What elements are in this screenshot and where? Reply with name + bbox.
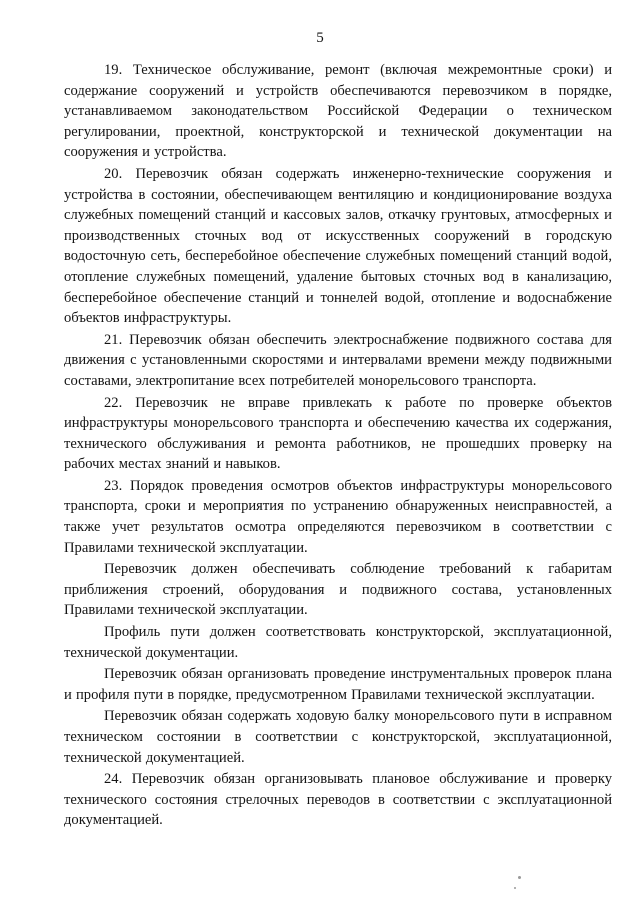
page-number: 5 <box>316 30 324 46</box>
paragraph-22: 22. Перевозчик не вправе привлекать к работе по проверке объектов инфраструктуры монорельсового транспорта и обеспечению качества их содержания, технического обслуживания и ремонта работников, не прошедших проверку на рабочих местах знаний и навыков. <box>64 394 612 473</box>
paragraph-clearance-requirements: Перевозчик должен обеспечивать соблюдение требований к габаритам приближения строений, оборудования и подвижного состава, установленных Правилами технической эксплуатации. <box>64 561 612 619</box>
document-body <box>64 60 612 832</box>
paragraph-track-profile: Профиль пути должен соответствовать конструкторской, эксплуатационной, технической документации. <box>64 624 612 661</box>
paragraph-23: 23. Порядок проведения осмотров объектов инфраструктуры монорельсового транспорта, сроки и мероприятия по устранению обнаруженных неисправностей, а также учет результатов осмотра определяются перевозчиком в соответствии с Правилами технической эксплуатации. <box>64 477 612 556</box>
scan-speck <box>518 876 521 879</box>
paragraph-instrumental-checks: Перевозчик обязан организовать проведение инструментальных проверок плана и профиля пути в порядке, предусмотренном Правилами технической эксплуатации. <box>64 666 612 703</box>
paragraph-24: 24. Перевозчик обязан организовывать плановое обслуживание и проверку технического состояния стрелочных переводов в соответствии с эксплуатационной документацией. <box>64 771 612 829</box>
paragraph-20: 20. Перевозчик обязан содержать инженерно-технические сооружения и устройства в состоянии, обеспечивающем вентиляцию и кондиционирование воздуха служебных помещений станций и кассовых залов, откачку грунтовых, атмосферных и производственных сточных вод от искусственных сооружений в городскую водосточную сеть, бесперебойное обеспечение служебных помещений станций водой, отопление служебных помещений, удаление бытовых сточных вод в канализацию, бесперебойное обеспечение станций и тоннелей водой, отопление и водоснабжение объектов инфраструктуры. <box>64 165 612 327</box>
paragraph-19: 19. Техническое обслуживание, ремонт (включая межремонтные сроки) и содержание сооружений и устройств обеспечиваются перевозчиком в порядке, устанавливаемом законодательством Российской Федерации о техническом регулировании, проектной, конструкторской и технической документации на сооружения и устройства. <box>64 62 612 161</box>
scan-speck <box>514 887 516 889</box>
paragraph-running-beam: Перевозчик обязан содержать ходовую балку монорельсового пути в исправном техническом состоянии в соответствии с конструкторской, эксплуатационной, технической документацией. <box>64 708 612 766</box>
paragraph-21: 21. Перевозчик обязан обеспечить электроснабжение подвижного состава для движения с установленными скоростями и интервалами времени между подвижными составами, электропитание всех потребителей монорельсового транспорта. <box>64 331 612 389</box>
